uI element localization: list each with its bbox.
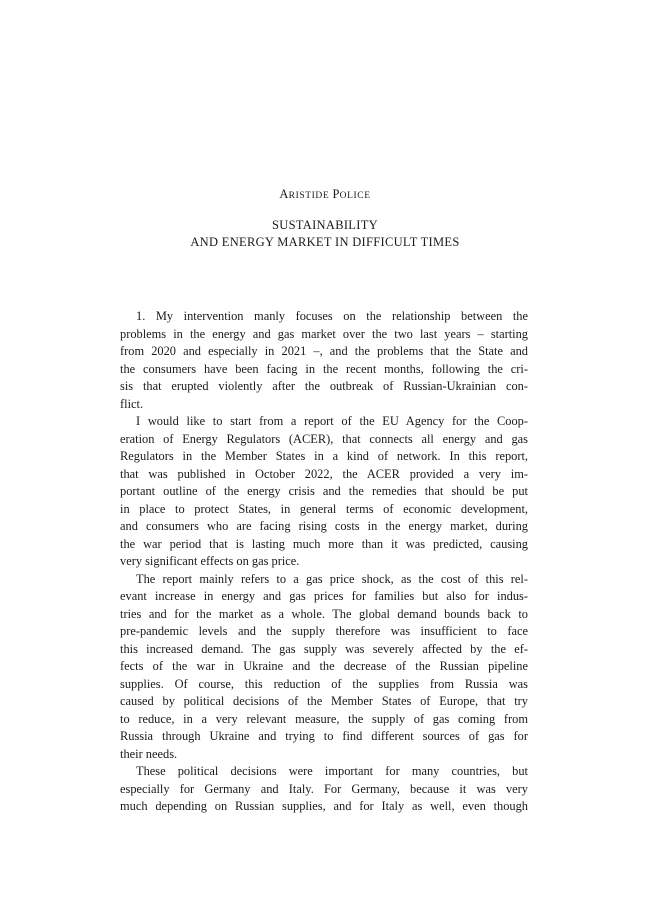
text-line: the war period that is lasting much more than it was predicted, causing: [120, 536, 528, 551]
chapter-title-line-1: SUSTAINABILITY: [272, 218, 378, 232]
text-line: Russia through Ukraine and trying to find different sources of gas for: [120, 729, 528, 743]
author-first-rest: RISTIDE: [288, 191, 330, 201]
text-line: I would like to start from a report of the EU Agency for the Coop-: [136, 414, 528, 428]
text-line: that was published in October 2022, the ACER provided a very im-: [120, 466, 528, 481]
text-line: portant outline of the energy crisis and the remedies that should be put: [120, 484, 528, 498]
text-line: eration of Energy Regulators (ACER), that connects all energy and gas: [120, 431, 528, 446]
text-line: fects of the war in Ukraine and the decrease of the Russian pipeline: [120, 659, 528, 673]
text-line: problems in the energy and gas market over the two last years – starting: [120, 326, 528, 341]
chapter-title-line-2: AND ENERGY MARKET IN DIFFICULT TIMES: [190, 235, 460, 249]
text-line: in place to protect States, in general terms of economic development,: [120, 501, 528, 516]
text-line: very significant effects on gas price.: [120, 554, 300, 568]
paragraph: [120, 763, 528, 816]
text-line: much depending on Russian supplies, and for Italy as well, even though: [120, 799, 528, 813]
text-line: pre-pandemic levels and the supply therefore was insufficient to face: [120, 624, 528, 638]
text-line: the consumers have been facing in the recent months, following the cri-: [120, 361, 528, 376]
text-line: especially for Germany and Italy. For Germany, because it was very: [120, 781, 528, 796]
author-last-rest: OLICE: [339, 191, 371, 201]
text-line: their needs.: [120, 746, 178, 761]
text-line: These political decisions were important for many countries, but: [136, 764, 528, 778]
text-line: from 2020 and especially in 2021 –, and the problems that the State and: [120, 344, 528, 358]
body-text: [120, 308, 528, 816]
text-line: caused by political decisions of the Member States of Europe, that try: [120, 694, 528, 708]
text-line: 1. My intervention manly focuses on the relationship between the: [136, 309, 528, 323]
author-last-initial: P: [332, 187, 340, 201]
paragraph: [120, 571, 528, 764]
author-first-initial: A: [279, 187, 289, 201]
text-line: Regulators in the Member States in a kind of network. In this report,: [120, 449, 528, 463]
paragraph: [120, 308, 528, 413]
author-name: [0, 187, 650, 202]
chapter-title: [0, 217, 650, 251]
paragraph: [120, 413, 528, 571]
text-line: sis that erupted violently after the outbreak of Russian-Ukrainian con-: [120, 379, 528, 393]
text-line: this increased demand. The gas supply was severely affected by the ef-: [120, 641, 528, 656]
text-line: evant increase in energy and gas prices for families but also for indus-: [120, 589, 528, 603]
text-line: to reduce, in a very relevant measure, the supply of gas coming from: [120, 711, 528, 726]
text-line: flict.: [120, 396, 144, 411]
text-line: supplies. Of course, this reduction of the supplies from Russia was: [120, 676, 528, 691]
text-line: The report mainly refers to a gas price shock, as the cost of this rel-: [136, 571, 528, 586]
text-line: tries and for the market as a whole. The global demand bounds back to: [120, 606, 528, 621]
text-line: and consumers who are facing rising costs in the energy market, during: [120, 519, 528, 533]
